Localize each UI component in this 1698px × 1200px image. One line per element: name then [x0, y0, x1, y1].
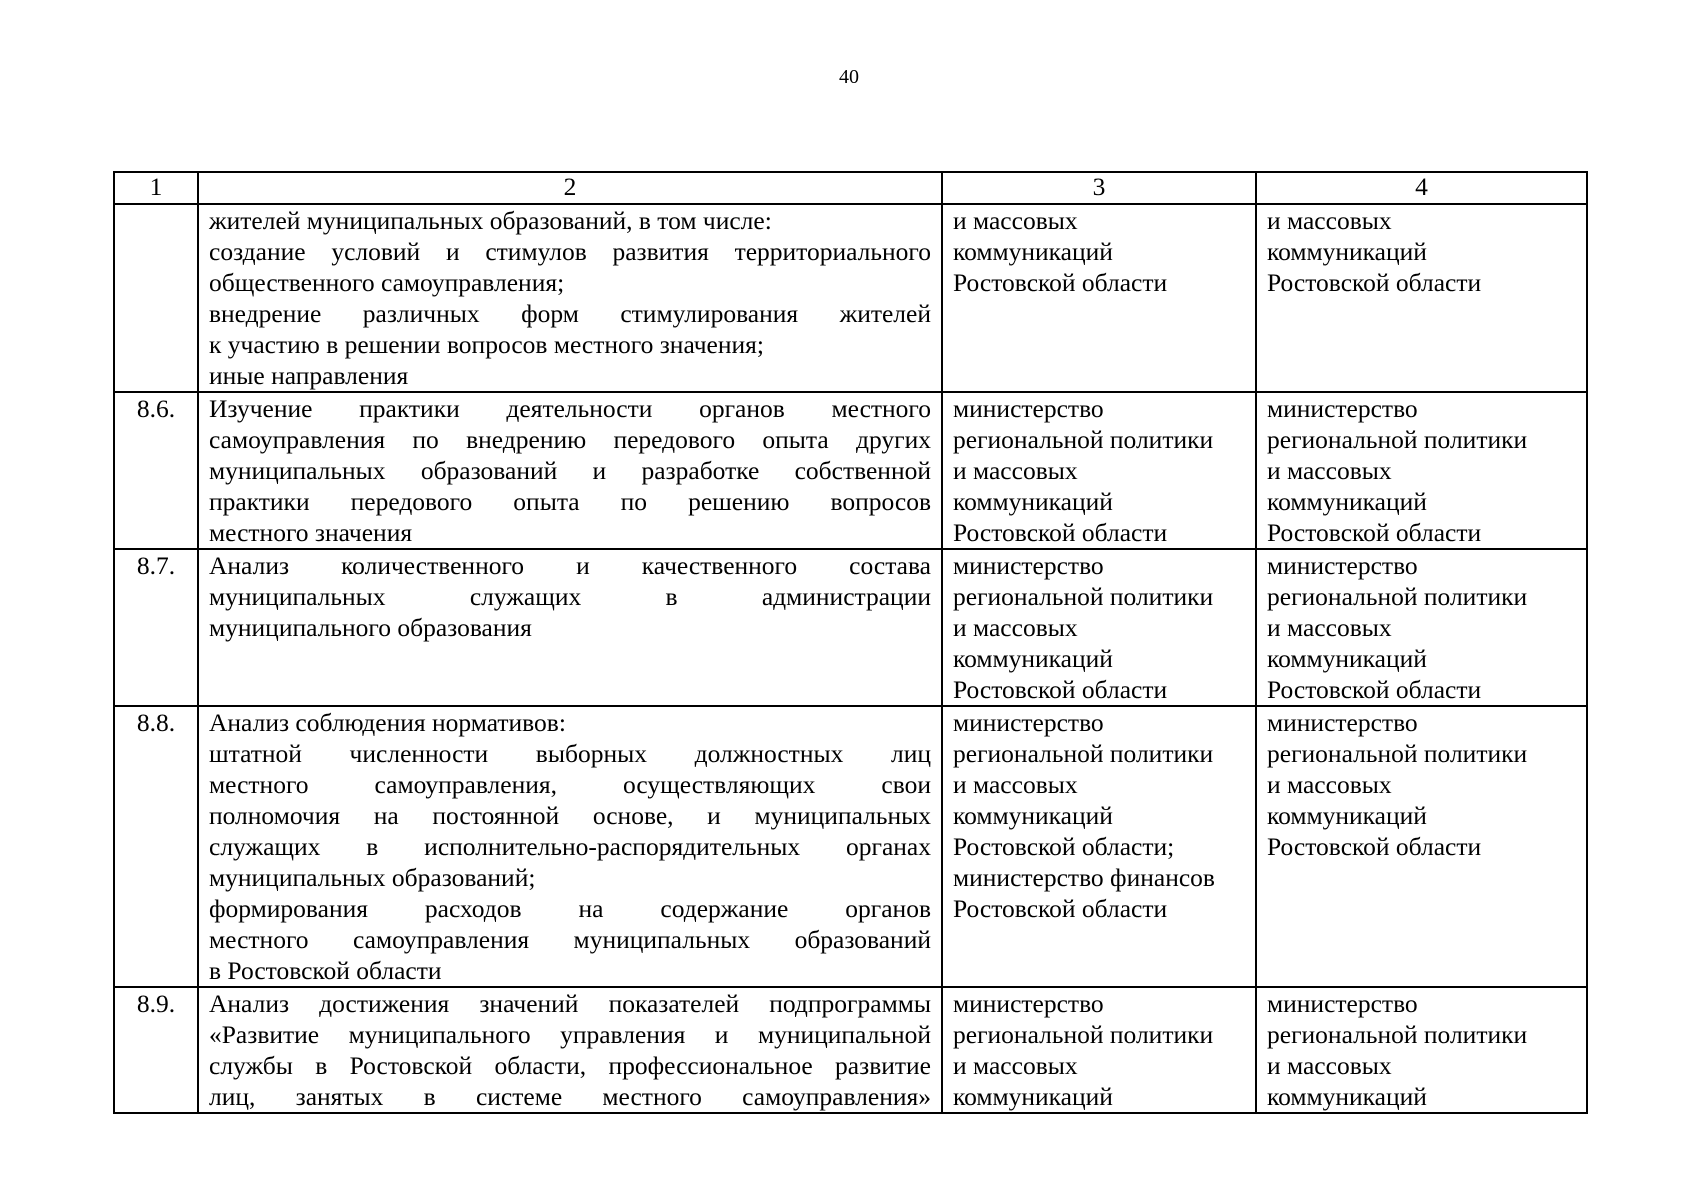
- executor-line: Ростовской области: [953, 894, 1168, 923]
- activity-description-cell: [198, 392, 942, 549]
- table-row: [114, 204, 1587, 392]
- coexecutor-line: министерство: [1267, 394, 1418, 423]
- description-line: службы в Ростовской области, профессиональное развитие: [209, 1051, 931, 1080]
- table-row: [114, 987, 1587, 1113]
- executor-line: коммуникаций: [953, 801, 1113, 830]
- description-line: самоуправления по внедрению передового опыта других: [209, 425, 931, 454]
- coexecutor-cell: [1256, 706, 1587, 987]
- executor-line: Ростовской области: [953, 675, 1168, 704]
- executor-line: коммуникаций: [953, 237, 1113, 266]
- description-line: муниципальных образований и разработке собственной: [209, 456, 931, 485]
- executor-line: министерство: [953, 989, 1104, 1018]
- coexecutor-line: коммуникаций: [1267, 644, 1427, 673]
- description-line: местного самоуправления, осуществляющих свои: [209, 770, 931, 799]
- executor-line: и массовых: [953, 770, 1078, 799]
- description-line: служащих в исполнительно-распорядительных органах: [209, 832, 931, 861]
- coexecutor-line: Ростовской области: [1267, 832, 1482, 861]
- coexecutor-line: коммуникаций: [1267, 487, 1427, 516]
- page-number: 40: [839, 66, 859, 88]
- description-line: к участию в решении вопросов местного значения;: [209, 330, 764, 359]
- description-line: муниципальных служащих в администрации: [209, 582, 931, 611]
- executor-line: министерство: [953, 551, 1104, 580]
- executor-line: коммуникаций: [953, 487, 1113, 516]
- coexecutor-line: региональной политики: [1267, 1020, 1528, 1049]
- activity-description-cell: [198, 706, 942, 987]
- description-line: муниципального образования: [209, 613, 532, 642]
- executor-line: Ростовской области;: [953, 832, 1175, 861]
- executor-cell: [942, 706, 1256, 987]
- row-number-cell: 8.7.: [114, 549, 198, 706]
- executor-line: региональной политики: [953, 582, 1214, 611]
- table-row: [114, 706, 1587, 987]
- executor-cell: [942, 549, 1256, 706]
- row-number-cell: 8.8.: [114, 706, 198, 987]
- coexecutor-line: региональной политики: [1267, 425, 1528, 454]
- description-line: в Ростовской области: [209, 956, 442, 985]
- activity-description-cell: [198, 549, 942, 706]
- activity-description-cell: [198, 987, 942, 1113]
- coexecutor-line: и массовых: [1267, 1051, 1392, 1080]
- description-line: формирования расходов на содержание органов: [209, 894, 931, 923]
- description-line: Анализ достижения значений показателей подпрограммы: [209, 989, 931, 1018]
- executor-cell: [942, 392, 1256, 549]
- description-line: Изучение практики деятельности органов местного: [209, 394, 931, 423]
- executor-cell: [942, 987, 1256, 1113]
- executor-line: и массовых: [953, 456, 1078, 485]
- executor-line: Ростовской области: [953, 518, 1168, 547]
- coexecutor-cell: [1256, 204, 1587, 392]
- table-row: [114, 549, 1587, 706]
- executor-line: и массовых: [953, 206, 1078, 235]
- description-line: местного самоуправления муниципальных образований: [209, 925, 931, 954]
- column-header-3: 3: [942, 172, 1256, 204]
- coexecutor-line: Ростовской области: [1267, 675, 1482, 704]
- executor-cell: [942, 204, 1256, 392]
- description-line: общественного самоуправления;: [209, 268, 565, 297]
- description-line: внедрение различных форм стимулирования жителей: [209, 299, 931, 328]
- description-line: создание условий и стимулов развития территориального: [209, 237, 931, 266]
- activities-table: [113, 171, 1588, 1114]
- description-line: полномочия на постоянной основе, и муниципальных: [209, 801, 931, 830]
- coexecutor-line: Ростовской области: [1267, 268, 1482, 297]
- description-line: Анализ соблюдения нормативов:: [209, 708, 566, 737]
- coexecutor-line: Ростовской области: [1267, 518, 1482, 547]
- description-line: иные направления: [209, 361, 409, 390]
- description-line: Анализ количественного и качественного состава: [209, 551, 931, 580]
- coexecutor-line: министерство: [1267, 551, 1418, 580]
- executor-line: региональной политики: [953, 1020, 1214, 1049]
- executor-line: министерство: [953, 708, 1104, 737]
- coexecutor-line: коммуникаций: [1267, 1082, 1427, 1111]
- coexecutor-cell: [1256, 392, 1587, 549]
- description-line: местного значения: [209, 518, 413, 547]
- executor-line: коммуникаций: [953, 644, 1113, 673]
- executor-line: министерство финансов: [953, 863, 1215, 892]
- coexecutor-line: коммуникаций: [1267, 801, 1427, 830]
- executor-line: региональной политики: [953, 425, 1214, 454]
- description-line: муниципальных образований;: [209, 863, 536, 892]
- row-number-cell: [114, 204, 198, 392]
- description-line: «Развитие муниципального управления и муниципальной: [209, 1020, 931, 1049]
- activity-description-cell: [198, 204, 942, 392]
- coexecutor-line: региональной политики: [1267, 582, 1528, 611]
- table-body: [114, 204, 1587, 1113]
- executor-line: Ростовской области: [953, 268, 1168, 297]
- coexecutor-line: министерство: [1267, 708, 1418, 737]
- description-line: лиц, занятых в системе местного самоуправления»: [209, 1082, 931, 1111]
- table-row: [114, 392, 1587, 549]
- description-line: практики передового опыта по решению вопросов: [209, 487, 931, 516]
- executor-line: и массовых: [953, 1051, 1078, 1080]
- coexecutor-line: и массовых: [1267, 613, 1392, 642]
- executor-line: коммуникаций: [953, 1082, 1113, 1111]
- coexecutor-cell: [1256, 987, 1587, 1113]
- column-header-1: 1: [114, 172, 198, 204]
- description-line: штатной численности выборных должностных лиц: [209, 739, 931, 768]
- coexecutor-line: и массовых: [1267, 770, 1392, 799]
- executor-line: и массовых: [953, 613, 1078, 642]
- description-line: жителей муниципальных образований, в том числе:: [209, 206, 772, 235]
- coexecutor-line: министерство: [1267, 989, 1418, 1018]
- table-header-row: [114, 172, 1587, 204]
- coexecutor-line: и массовых: [1267, 456, 1392, 485]
- coexecutor-line: коммуникаций: [1267, 237, 1427, 266]
- column-header-4: 4: [1256, 172, 1587, 204]
- coexecutor-cell: [1256, 549, 1587, 706]
- executor-line: министерство: [953, 394, 1104, 423]
- row-number-cell: 8.9.: [114, 987, 198, 1113]
- coexecutor-line: и массовых: [1267, 206, 1392, 235]
- executor-line: региональной политики: [953, 739, 1214, 768]
- column-header-2: 2: [198, 172, 942, 204]
- row-number-cell: 8.6.: [114, 392, 198, 549]
- coexecutor-line: региональной политики: [1267, 739, 1528, 768]
